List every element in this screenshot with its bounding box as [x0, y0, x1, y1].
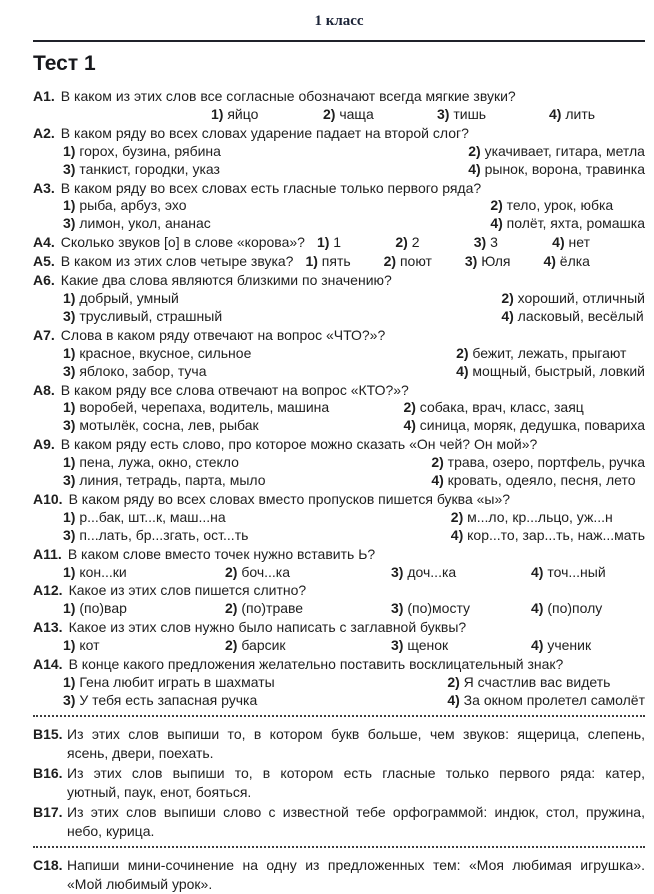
option-2	[501, 290, 645, 308]
option-number: 2)	[225, 637, 238, 654]
option-number: 1)	[63, 454, 76, 471]
option-number: 1)	[63, 197, 76, 214]
option-text: мотылёк, сосна, лев, рыбак	[75, 417, 259, 434]
option-3	[391, 564, 531, 582]
task-С18	[33, 856, 645, 894]
option-1	[63, 600, 225, 618]
option-text: ласковый, весёлый	[513, 307, 644, 324]
task-line: небо, курица.	[67, 822, 155, 839]
question-line	[33, 491, 645, 509]
option-number: 1)	[63, 142, 76, 159]
option-number: 3)	[63, 362, 76, 379]
option-number: 2)	[501, 289, 514, 306]
question-А2	[33, 125, 645, 179]
question-А5	[33, 253, 645, 271]
option-text: пять	[317, 253, 351, 270]
option-number: 4)	[549, 105, 562, 122]
question-А6	[33, 272, 645, 326]
option-text: Юля	[477, 253, 511, 270]
question-number: А10.	[33, 490, 63, 507]
option-number: 3)	[391, 600, 404, 617]
option-text: 3	[486, 234, 498, 251]
options-inline	[305, 253, 645, 271]
option-3	[391, 637, 531, 655]
option-number: 4)	[456, 362, 469, 379]
options-inline	[317, 234, 645, 252]
options-two-col	[33, 143, 645, 179]
option-1	[63, 143, 221, 161]
option-number: 3)	[63, 215, 76, 232]
option-4	[468, 161, 645, 179]
option-text: пена, лужа, окно, стекло	[75, 454, 239, 471]
option-3	[391, 600, 531, 618]
option-number: 2)	[323, 105, 336, 122]
option-4	[531, 637, 645, 655]
option-text: яблоко, забор, туча	[75, 362, 207, 379]
task-В16	[33, 764, 645, 802]
option-number: 4)	[552, 234, 565, 251]
option-3	[63, 308, 222, 326]
option-1	[63, 345, 251, 363]
option-number: 2)	[383, 253, 397, 270]
option-text: укачивает, гитара, метла	[480, 142, 645, 159]
option-text: добрый, умный	[75, 289, 179, 306]
option-text: (по)мосту	[403, 600, 471, 617]
question-text: В каком из этих слов четыре звука?	[60, 253, 294, 270]
option-text: За окном пролетел самолёт	[459, 691, 645, 708]
option-number: 1)	[63, 289, 76, 306]
options-col-right	[501, 290, 645, 326]
option-text: синица, моряк, дедушка, повариха	[415, 417, 645, 434]
option-text: барсик	[237, 637, 286, 654]
question-line	[33, 436, 645, 454]
option-3	[63, 692, 275, 710]
option-1	[63, 399, 329, 417]
options-row	[33, 564, 645, 582]
task-line: ясень, двери, поехать.	[67, 744, 214, 761]
option-1	[63, 674, 275, 692]
option-number: 2)	[456, 344, 469, 361]
option-text: ученик	[543, 637, 592, 654]
options-col-right	[490, 197, 645, 233]
option-1	[63, 454, 266, 472]
question-text: В каком ряду все слова отвечают на вопрос «КТО?»?	[60, 381, 409, 398]
option-2	[384, 253, 432, 271]
option-text: рынок, ворона, травинка	[480, 160, 645, 177]
option-text: воробей, черепаха, водитель, машина	[75, 399, 330, 416]
question-line	[33, 656, 645, 674]
option-1	[63, 637, 225, 655]
question-text: Сколько звуков [о] в слове «корова»?	[60, 234, 305, 251]
option-text: кот	[75, 637, 100, 654]
task-number: В16.	[33, 764, 63, 781]
option-1	[63, 197, 211, 215]
question-number: А8.	[33, 381, 55, 398]
question-number: А9.	[33, 436, 55, 453]
option-number: 2)	[490, 197, 503, 214]
option-1	[63, 509, 248, 527]
options-col-left	[63, 143, 221, 179]
question-text: В каком слове вместо точек нужно вставить Ь?	[67, 545, 376, 562]
options-col-left	[63, 674, 275, 710]
option-number: 1)	[63, 674, 76, 690]
option-4	[403, 417, 645, 435]
option-1	[63, 290, 222, 308]
option-text: ёлка	[555, 253, 590, 270]
options-col-left	[63, 290, 222, 326]
option-number: 3)	[63, 307, 76, 324]
option-number: 2)	[447, 674, 460, 690]
options-col-right	[447, 674, 645, 710]
question-number: А14.	[33, 656, 63, 673]
option-number: 2)	[225, 600, 238, 617]
option-text: собака, врач, класс, заяц	[415, 399, 584, 416]
option-text: горох, бузина, рябина	[75, 142, 221, 159]
option-3	[63, 472, 266, 490]
task-В15	[33, 725, 645, 763]
option-4	[501, 308, 645, 326]
option-2	[395, 234, 419, 252]
question-text: Какое из этих слов пишется слитно?	[68, 582, 307, 599]
option-number: 1)	[63, 637, 76, 654]
option-number: 3)	[437, 105, 450, 122]
section-divider-a-b	[33, 715, 645, 717]
test-title: Тест 1	[33, 52, 96, 75]
option-number: 4)	[403, 417, 416, 434]
option-number: 4)	[531, 600, 544, 617]
question-А4	[33, 234, 645, 252]
option-3	[63, 527, 248, 545]
option-number: 1)	[63, 600, 76, 617]
option-2	[447, 674, 645, 692]
task-line: уютный, паук, енот, бояться.	[67, 783, 252, 800]
option-number: 3)	[391, 563, 404, 580]
option-4	[451, 527, 645, 545]
option-text: п...лать, бр...згать, ост...ть	[75, 526, 249, 543]
option-text: кон...ки	[75, 563, 127, 580]
question-А8	[33, 382, 645, 436]
option-4	[490, 215, 645, 233]
option-number: 1)	[305, 253, 318, 270]
option-text: поют	[396, 253, 432, 270]
option-text: хороший, отличный	[513, 289, 645, 306]
option-4	[447, 692, 645, 710]
question-line	[33, 382, 645, 400]
option-3	[63, 363, 251, 381]
question-line	[33, 253, 645, 271]
option-text: яйцо	[223, 105, 259, 122]
question-line	[33, 234, 645, 252]
options-col-right	[468, 143, 645, 179]
question-А14	[33, 656, 645, 710]
option-number: 4)	[531, 563, 544, 580]
option-number: 4)	[543, 253, 556, 270]
option-text: трава, озеро, портфель, ручка	[443, 454, 645, 471]
question-text: В каком ряду во всех словах есть гласные только первого ряда?	[60, 179, 482, 196]
option-2	[451, 509, 645, 527]
option-number: 3)	[63, 160, 76, 177]
task-number: С18.	[33, 856, 63, 873]
option-text: доч...ка	[403, 563, 457, 580]
option-text: У тебя есть запасная ручка	[75, 691, 258, 708]
option-3	[63, 215, 211, 233]
option-number: 4)	[431, 472, 444, 489]
question-А13	[33, 619, 645, 655]
option-number: 2)	[450, 508, 464, 525]
question-text: Какие два слова являются близкими по значению?	[60, 272, 392, 289]
options-two-col	[33, 345, 645, 381]
option-number: 2)	[225, 563, 238, 580]
option-number: 2)	[468, 142, 481, 159]
option-number: 4)	[468, 160, 481, 177]
option-4	[543, 253, 590, 271]
options-row	[33, 600, 645, 618]
option-2	[225, 637, 391, 655]
question-line	[33, 582, 645, 600]
question-number: А12.	[33, 582, 63, 599]
option-number: 1)	[316, 234, 330, 251]
options-col-left	[63, 399, 329, 435]
option-number: 3)	[63, 417, 76, 434]
option-text: тишь	[449, 105, 487, 122]
options-two-col	[33, 197, 645, 233]
question-А1	[33, 88, 645, 124]
option-number: 3)	[63, 526, 76, 543]
option-number: 2)	[395, 234, 408, 251]
tasks-b-list	[33, 725, 645, 841]
option-2	[225, 600, 391, 618]
option-number: 2)	[403, 399, 416, 416]
option-3	[437, 106, 549, 124]
option-1	[63, 564, 225, 582]
option-4	[531, 600, 645, 618]
option-2	[323, 106, 437, 124]
task-line: Напиши мини-сочинение на одну из предложенных тем: «Моя любимая игрушка».	[67, 856, 645, 873]
task-В17	[33, 803, 645, 841]
question-line	[33, 125, 645, 143]
option-text: мощный, быстрый, ловкий	[468, 362, 645, 379]
question-line	[33, 180, 645, 198]
question-text: В каком ряду во всех словах вместо пропусков пишется буква «ы»?	[68, 490, 511, 507]
question-number: А6.	[33, 272, 55, 289]
task-line: Из этих слов выпиши то, в котором есть гласные только первого ряда: катер,	[67, 764, 645, 781]
option-3	[465, 253, 511, 271]
option-1	[305, 253, 350, 271]
options-two-col	[33, 399, 645, 435]
option-number: 3)	[464, 253, 478, 270]
question-line	[33, 88, 645, 106]
option-text: (по)вар	[75, 600, 127, 617]
option-text: (по)полу	[543, 600, 603, 617]
question-number: А7.	[33, 326, 55, 343]
option-number: 1)	[63, 508, 76, 525]
option-4	[456, 363, 645, 381]
options-col-right	[456, 345, 645, 381]
question-number: А4.	[33, 234, 55, 251]
option-text: лимон, укол, ананас	[75, 215, 211, 232]
options-two-col	[33, 509, 645, 545]
option-3	[63, 161, 221, 179]
option-text: точ...ный	[543, 563, 606, 580]
option-number: 1)	[63, 344, 76, 361]
task-line: Из этих слов выпиши слово с известной тебе орфограммой: индюк, стол, пружина,	[67, 803, 645, 820]
option-4	[431, 472, 645, 490]
option-number: 4)	[490, 215, 503, 232]
option-1	[317, 234, 341, 252]
options-col-right	[403, 399, 645, 435]
option-text: нет	[564, 234, 590, 251]
question-line	[33, 619, 645, 637]
options-two-col	[33, 674, 645, 710]
question-text: Какое из этих слов нужно было написать с заглавной буквы?	[68, 619, 467, 636]
option-text: танкист, городки, указ	[75, 160, 220, 177]
option-text: р...бак, шт...к, маш...на	[75, 508, 226, 525]
options-col-right	[451, 509, 645, 545]
option-text: 2	[407, 234, 420, 251]
option-text: красное, вкусное, сильное	[75, 344, 252, 361]
question-text: В конце какого предложения желательно поставить восклицательный знак?	[68, 656, 564, 673]
option-text: боч...ка	[237, 563, 291, 580]
option-text: кор...то, зар...ть, наж...мать	[463, 526, 645, 543]
option-1	[211, 106, 323, 124]
question-text: В каком ряду есть слово, про которое можно сказать «Он чей? Он мой»?	[60, 436, 538, 453]
question-text: Слова в каком ряду отвечают на вопрос «ЧТО?»?	[60, 326, 386, 343]
question-А10	[33, 491, 645, 545]
task-line: «Мой любимый урок».	[67, 875, 213, 892]
option-text: чаща	[335, 105, 374, 122]
option-number: 4)	[447, 691, 460, 708]
option-number: 4)	[450, 526, 464, 543]
header-rule	[33, 40, 645, 42]
options-col-right	[431, 454, 645, 490]
question-А12	[33, 582, 645, 618]
task-number: В17.	[33, 803, 63, 820]
tasks-c-list	[33, 856, 645, 894]
question-line	[33, 546, 645, 564]
option-number: 4)	[531, 637, 544, 654]
options-two-col	[33, 454, 645, 490]
question-line	[33, 272, 645, 290]
question-А7	[33, 327, 645, 381]
options-col-left	[63, 197, 211, 233]
option-number: 3)	[473, 234, 487, 251]
question-number: А11.	[33, 545, 62, 562]
option-number: 3)	[391, 637, 404, 654]
options-col-left	[63, 345, 251, 381]
option-text: бежит, лежать, прыгают	[468, 344, 627, 361]
question-number: А1.	[33, 88, 55, 104]
task-line: Из этих слов выпиши то, в котором букв больше, чем звуков: ящерица, слепень,	[67, 725, 645, 742]
option-2	[431, 454, 645, 472]
option-number: 1)	[63, 399, 76, 416]
option-number: 1)	[63, 563, 76, 580]
option-3	[474, 234, 498, 252]
option-2	[468, 143, 645, 161]
option-text: полёт, яхта, ромашка	[502, 215, 645, 232]
option-text: трусливый, страшный	[75, 307, 223, 324]
option-2	[403, 399, 645, 417]
question-number: А2.	[33, 124, 55, 141]
option-2	[490, 197, 645, 215]
option-text: (по)траве	[237, 600, 304, 617]
question-text: В каком из этих слов все согласные обозначают всегда мягкие звуки?	[60, 88, 516, 104]
question-number: А3.	[33, 179, 55, 196]
option-text: кровать, одеяло, песня, лето	[443, 472, 636, 489]
question-А11	[33, 546, 645, 582]
options-row	[211, 106, 645, 124]
option-text: тело, урок, юбка	[502, 197, 614, 214]
question-text: В каком ряду во всех словах ударение падает на второй слог?	[60, 124, 469, 141]
section-divider-b-c	[33, 846, 645, 848]
task-number: В15.	[33, 725, 63, 742]
option-number: 1)	[211, 105, 224, 122]
questions-list	[33, 88, 645, 710]
option-text: лить	[561, 105, 596, 122]
option-text: м...ло, кр...льцо, уж...н	[463, 508, 613, 525]
options-col-left	[63, 509, 248, 545]
option-number: 4)	[501, 307, 514, 324]
question-line	[33, 327, 645, 345]
option-text: 1	[329, 234, 342, 251]
options-row	[33, 637, 645, 655]
option-4	[531, 564, 645, 582]
option-text: Я счастлив вас видеть	[459, 674, 611, 690]
option-2	[225, 564, 391, 582]
question-number: А5.	[33, 253, 55, 270]
running-head: 1 класс	[314, 13, 364, 29]
options-two-col	[33, 290, 645, 326]
question-А9	[33, 436, 645, 490]
option-text: Гена любит играть в шахматы	[75, 674, 275, 690]
option-2	[456, 345, 645, 363]
option-text: щенок	[403, 637, 449, 654]
option-4	[552, 234, 590, 252]
option-3	[63, 417, 329, 435]
question-number: А13.	[33, 619, 63, 636]
option-number: 2)	[431, 454, 444, 471]
option-number: 3)	[63, 472, 76, 489]
question-А3	[33, 180, 645, 234]
option-number: 3)	[63, 691, 76, 708]
option-text: линия, тетрадь, парта, мыло	[75, 472, 266, 489]
option-4	[549, 106, 645, 124]
options-col-left	[63, 454, 266, 490]
option-text: рыба, арбуз, эхо	[75, 197, 187, 214]
